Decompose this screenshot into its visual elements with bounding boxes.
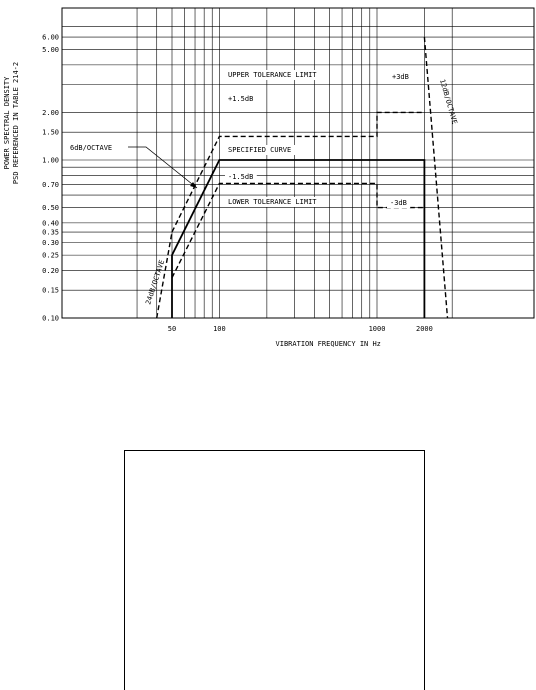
y-tick-label: 0.30 — [42, 239, 59, 248]
y-tick-label: 0.70 — [42, 180, 59, 189]
annotation — [225, 197, 321, 207]
x-tick-label: 50 — [167, 325, 177, 333]
x-tick-label: 1000 — [368, 325, 386, 333]
annotation — [438, 78, 458, 125]
annotation-text: +1.5dB — [228, 95, 254, 103]
annotation-text: -1.5dB — [228, 173, 254, 181]
annotation-text: 12dB/OCTAVE — [438, 78, 459, 126]
annotation-text: 24dB/OCTAVE — [144, 259, 167, 306]
y-tick-label: 5.00 — [42, 46, 59, 55]
annotation — [389, 72, 412, 82]
annotation — [225, 94, 257, 104]
annotation-text: 6dB/OCTAVE — [70, 144, 113, 152]
plot-frame — [62, 8, 534, 318]
y-tick-label: 1.00 — [42, 156, 59, 165]
annotation — [225, 172, 257, 182]
annotation-text: -3dB — [390, 199, 407, 207]
annotation — [387, 198, 410, 208]
x-tick-label: 2000 — [416, 325, 433, 333]
y-tick-label: 1.50 — [42, 128, 59, 137]
y-tick-label: 0.50 — [42, 204, 59, 213]
y-axis-title: PSD REFERENCED IN TABLE 214-2 — [12, 61, 20, 185]
y-axis-title: POWER SPECTRAL DENSITY — [3, 76, 11, 170]
y-tick-label: 6.00 — [42, 33, 59, 42]
annotation — [67, 143, 116, 153]
y-tick-label: 2.00 — [42, 108, 59, 117]
x-tick-label: 100 — [213, 325, 226, 333]
y-tick-label: 0.40 — [42, 219, 59, 228]
series-line-2 — [172, 112, 424, 232]
x-axis-title: VIBRATION FREQUENCY IN Hz — [275, 340, 381, 348]
annotation-text: LOWER TOLERANCE LIMIT — [228, 198, 317, 206]
y-tick-label: 0.25 — [42, 251, 59, 260]
annotation — [225, 145, 296, 155]
blank-frame — [124, 450, 425, 690]
y-tick-label: 0.20 — [42, 266, 59, 275]
annotation-text: +3dB — [392, 73, 409, 81]
annotation-text: SPECIFIED CURVE — [228, 146, 292, 154]
y-tick-label: 0.10 — [42, 314, 59, 323]
annotation — [225, 70, 321, 80]
y-tick-label: 0.15 — [42, 286, 59, 295]
y-tick-label: 0.35 — [42, 228, 59, 237]
annotation-text: UPPER TOLERANCE LIMIT — [228, 71, 317, 79]
